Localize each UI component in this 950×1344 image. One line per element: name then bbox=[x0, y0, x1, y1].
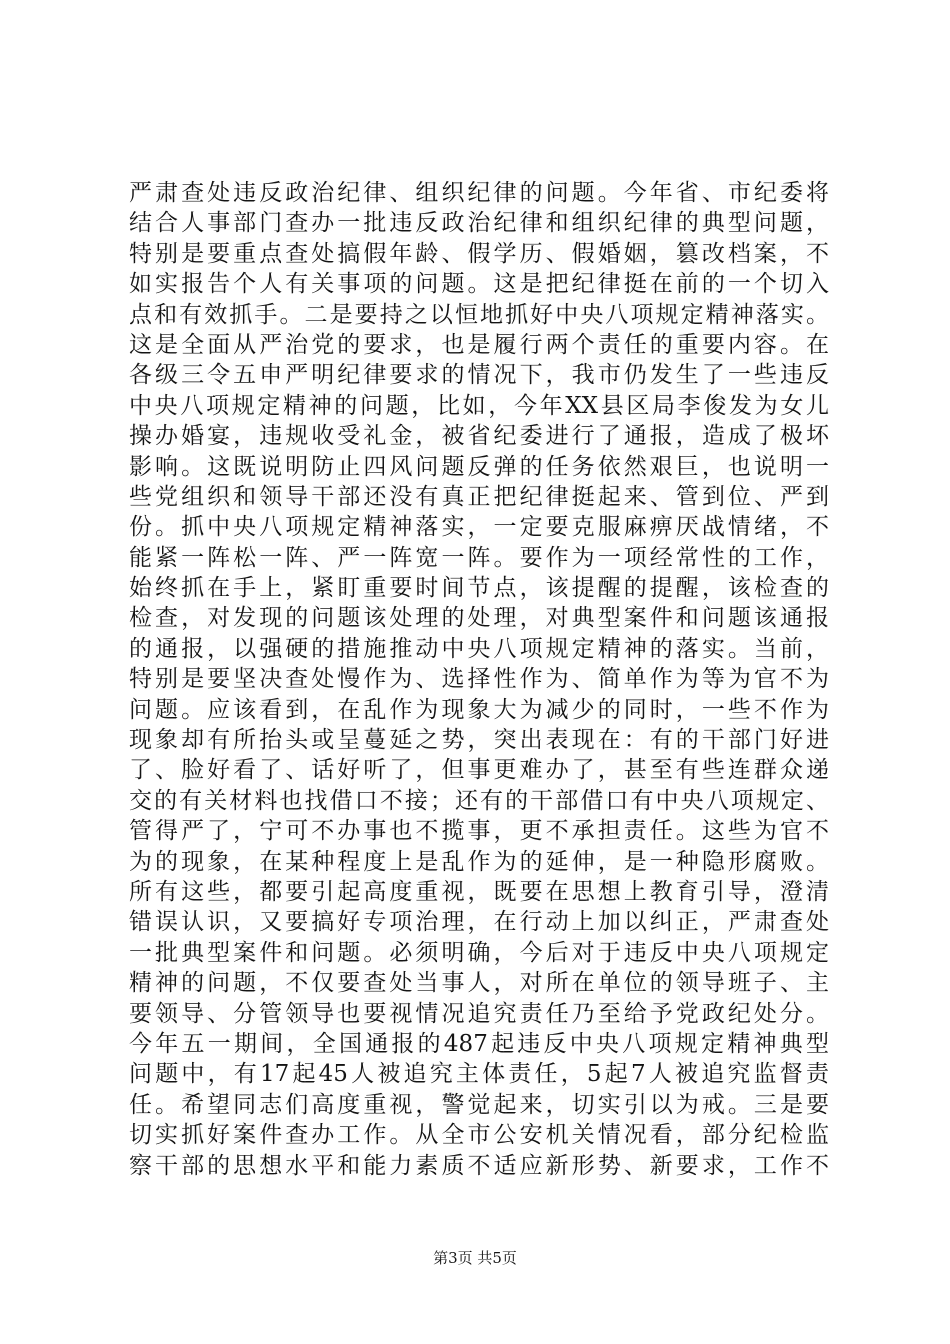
text-line: 特别是要坚决查处慢作为、选择性作为、简单作为等为官不为 bbox=[129, 666, 829, 693]
text-line: 问题中，有17起45人被追究主体责任，5起7人被追究监督责 bbox=[129, 1061, 829, 1088]
text-line: 错误认识，又要搞好专项治理，在行动上加以纠正，严肃查处 bbox=[129, 909, 829, 936]
text-line: 如实报告个人有关事项的问题。这是把纪律挺在前的一个切入 bbox=[129, 271, 829, 298]
text-line: 切实抓好案件查办工作。从全市公安机关情况看，部分纪检监 bbox=[129, 1122, 829, 1149]
text-line: 精神的问题，不仅要查处当事人，对所在单位的领导班子、主 bbox=[129, 970, 829, 997]
text-line: 中央八项规定精神的问题，比如，今年XX县区局李俊发为女儿 bbox=[129, 392, 829, 419]
text-line: 这是全面从严治党的要求，也是履行两个责任的重要内容。在 bbox=[129, 331, 829, 358]
text-line: 份。抓中央八项规定精神落实，一定要克服麻痹厌战情绪，不 bbox=[129, 514, 829, 541]
text-line: 问题。应该看到，在乱作为现象大为减少的同时，一些不作为 bbox=[129, 696, 829, 723]
text-line: 检查，对发现的问题该处理的处理，对典型案件和问题该通报 bbox=[129, 605, 829, 632]
text-line: 一批典型案件和问题。必须明确，今后对于违反中央八项规定 bbox=[129, 939, 829, 966]
text-line: 察干部的思想水平和能力素质不适应新形势、新要求，工作不 bbox=[129, 1152, 829, 1179]
text-line: 的通报，以强硬的措施推动中央八项规定精神的落实。当前， bbox=[129, 635, 829, 662]
text-line: 特别是要重点查处搞假年龄、假学历、假婚姻，篡改档案，不 bbox=[129, 240, 829, 267]
body-text bbox=[129, 178, 829, 1181]
text-line: 操办婚宴，违规收受礼金，被省纪委进行了通报，造成了极坏 bbox=[129, 423, 829, 450]
text-line: 现象却有所抬头或呈蔓延之势，突出表现在：有的干部门好进 bbox=[129, 727, 829, 754]
text-line: 始终抓在手上，紧盯重要时间节点，该提醒的提醒，该检查的 bbox=[129, 575, 829, 602]
page-footer: 第3页 共5页 bbox=[433, 1249, 517, 1267]
text-line: 结合人事部门查办一批违反政治纪律和组织纪律的典型问题， bbox=[129, 210, 829, 237]
text-line: 影响。这既说明防止四风问题反弹的任务依然艰巨，也说明一 bbox=[129, 453, 829, 480]
text-line: 今年五一期间，全国通报的487起违反中央八项规定精神典型 bbox=[129, 1030, 829, 1057]
text-line: 要领导、分管领导也要视情况追究责任乃至给予党政纪处分。 bbox=[129, 1000, 829, 1027]
text-line: 能紧一阵松一阵、严一阵宽一阵。要作为一项经常性的工作， bbox=[129, 544, 829, 571]
text-line: 严肃查处违反政治纪律、组织纪律的问题。今年省、市纪委将 bbox=[129, 180, 829, 206]
text-line: 为的现象，在某种程度上是乱作为的延伸，是一种隐形腐败。 bbox=[129, 848, 829, 875]
text-line: 交的有关材料也找借口不接；还有的干部借口有中央八项规定、 bbox=[129, 787, 829, 814]
text-line: 些党组织和领导干部还没有真正把纪律挺起来、管到位、严到 bbox=[129, 483, 829, 510]
text-line: 所有这些，都要引起高度重视，既要在思想上教育引导，澄清 bbox=[129, 878, 829, 905]
text-line: 点和有效抓手。二是要持之以恒地抓好中央八项规定精神落实。 bbox=[129, 301, 829, 328]
text-line: 了、脸好看了、话好听了，但事更难办了，甚至有些连群众递 bbox=[129, 757, 829, 784]
text-line: 任。希望同志们高度重视，警觉起来，切实引以为戒。三是要 bbox=[129, 1091, 829, 1118]
text-line: 管得严了，宁可不办事也不揽事，更不承担责任。这些为官不 bbox=[129, 818, 829, 845]
text-line: 各级三令五申严明纪律要求的情况下，我市仍发生了一些违反 bbox=[129, 362, 829, 389]
